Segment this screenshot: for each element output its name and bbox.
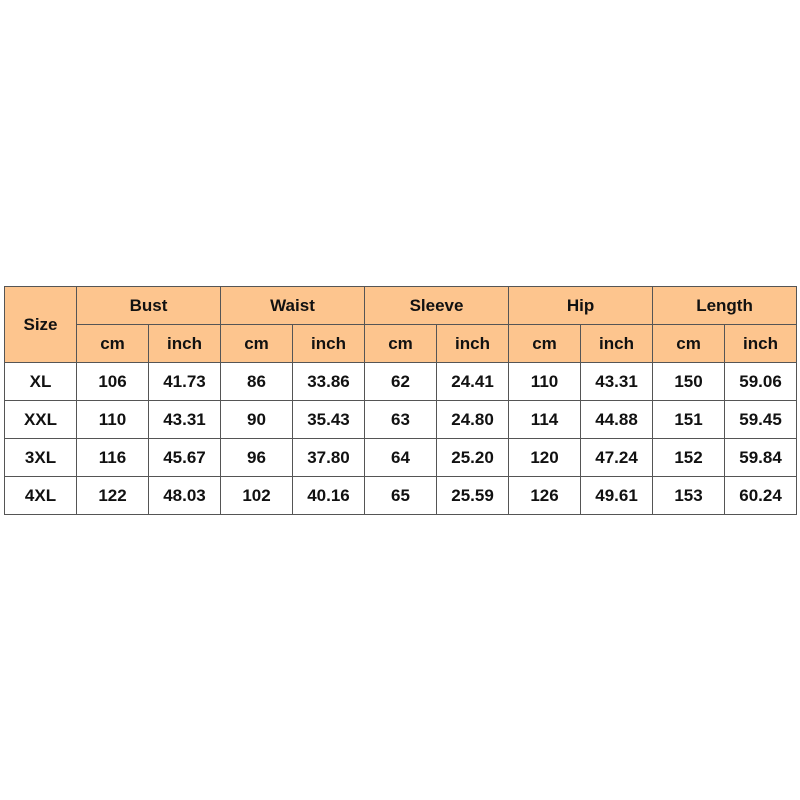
unit-header-length-inch: inch	[725, 325, 797, 363]
unit-header-hip-cm: cm	[509, 325, 581, 363]
waist-inch-cell: 35.43	[293, 401, 365, 439]
header-group-row	[5, 287, 797, 325]
size-cell: XL	[5, 363, 77, 401]
table-row	[5, 477, 797, 515]
bust-cm-cell: 110	[77, 401, 149, 439]
size-column-header: Size	[5, 287, 77, 363]
group-header-bust: Bust	[77, 287, 221, 325]
sleeve-cm-cell: 63	[365, 401, 437, 439]
waist-cm-cell: 96	[221, 439, 293, 477]
size-cell: 3XL	[5, 439, 77, 477]
sleeve-cm-cell: 65	[365, 477, 437, 515]
unit-header-hip-inch: inch	[581, 325, 653, 363]
sleeve-inch-cell: 25.59	[437, 477, 509, 515]
unit-header-waist-inch: inch	[293, 325, 365, 363]
bust-cm-cell: 122	[77, 477, 149, 515]
waist-cm-cell: 102	[221, 477, 293, 515]
sleeve-inch-cell: 24.41	[437, 363, 509, 401]
length-inch-cell: 60.24	[725, 477, 797, 515]
sleeve-inch-cell: 25.20	[437, 439, 509, 477]
waist-inch-cell: 40.16	[293, 477, 365, 515]
group-header-waist: Waist	[221, 287, 365, 325]
sleeve-cm-cell: 62	[365, 363, 437, 401]
length-cm-cell: 150	[653, 363, 725, 401]
length-inch-cell: 59.06	[725, 363, 797, 401]
length-cm-cell: 152	[653, 439, 725, 477]
unit-header-sleeve-cm: cm	[365, 325, 437, 363]
size-cell: XXL	[5, 401, 77, 439]
bust-cm-cell: 106	[77, 363, 149, 401]
length-cm-cell: 153	[653, 477, 725, 515]
unit-header-waist-cm: cm	[221, 325, 293, 363]
table-row	[5, 439, 797, 477]
hip-cm-cell: 110	[509, 363, 581, 401]
hip-inch-cell: 47.24	[581, 439, 653, 477]
size-chart-table	[4, 286, 797, 515]
sleeve-cm-cell: 64	[365, 439, 437, 477]
group-header-sleeve: Sleeve	[365, 287, 509, 325]
waist-cm-cell: 86	[221, 363, 293, 401]
unit-header-bust-inch: inch	[149, 325, 221, 363]
hip-inch-cell: 43.31	[581, 363, 653, 401]
group-header-length: Length	[653, 287, 797, 325]
size-cell: 4XL	[5, 477, 77, 515]
length-cm-cell: 151	[653, 401, 725, 439]
length-inch-cell: 59.84	[725, 439, 797, 477]
unit-header-length-cm: cm	[653, 325, 725, 363]
bust-inch-cell: 45.67	[149, 439, 221, 477]
table-row	[5, 401, 797, 439]
length-inch-cell: 59.45	[725, 401, 797, 439]
bust-inch-cell: 43.31	[149, 401, 221, 439]
hip-cm-cell: 114	[509, 401, 581, 439]
unit-header-bust-cm: cm	[77, 325, 149, 363]
header-unit-row	[5, 325, 797, 363]
bust-cm-cell: 116	[77, 439, 149, 477]
hip-inch-cell: 44.88	[581, 401, 653, 439]
waist-inch-cell: 37.80	[293, 439, 365, 477]
group-header-hip: Hip	[509, 287, 653, 325]
table-row	[5, 363, 797, 401]
waist-cm-cell: 90	[221, 401, 293, 439]
bust-inch-cell: 48.03	[149, 477, 221, 515]
hip-cm-cell: 126	[509, 477, 581, 515]
hip-cm-cell: 120	[509, 439, 581, 477]
sleeve-inch-cell: 24.80	[437, 401, 509, 439]
unit-header-sleeve-inch: inch	[437, 325, 509, 363]
bust-inch-cell: 41.73	[149, 363, 221, 401]
hip-inch-cell: 49.61	[581, 477, 653, 515]
waist-inch-cell: 33.86	[293, 363, 365, 401]
